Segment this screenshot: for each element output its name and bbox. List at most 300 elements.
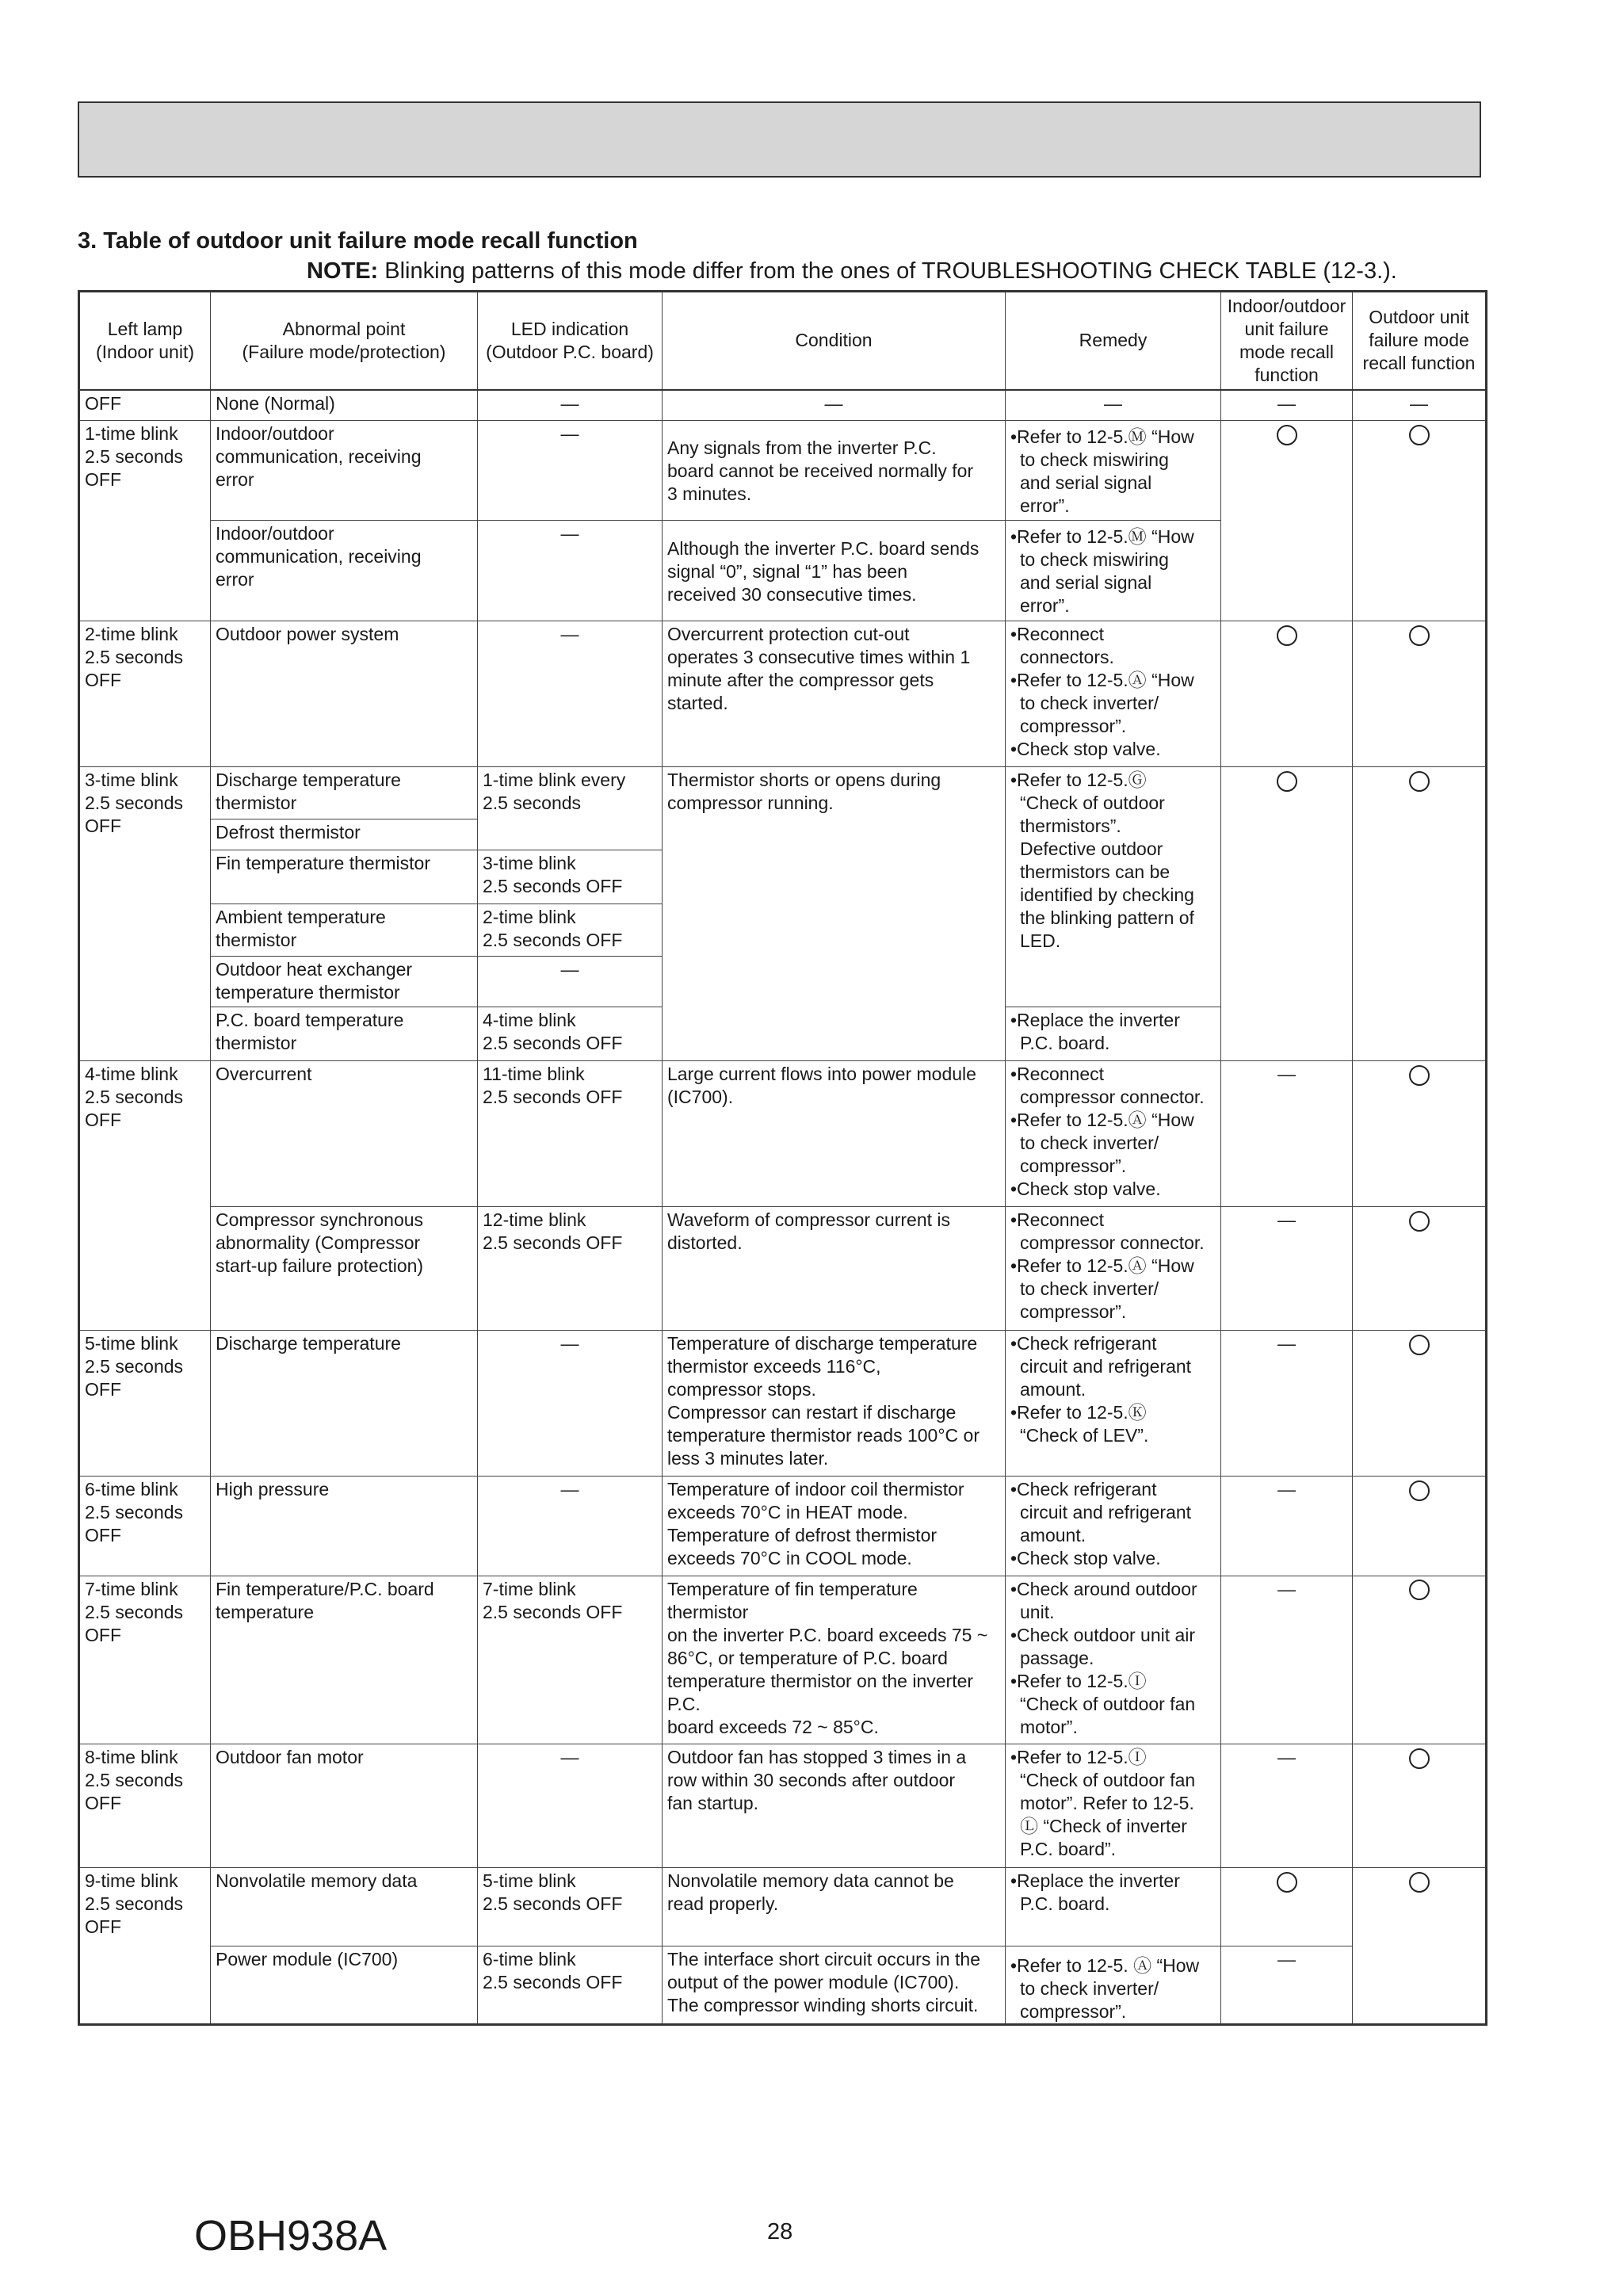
- abnormal-point-cell: Outdoor fan motor: [211, 1744, 478, 1868]
- condition-cell: —: [663, 390, 1006, 421]
- led-cell: —: [478, 521, 663, 621]
- text-line: Large current flows into power module: [667, 1063, 976, 1084]
- circle-icon: [1277, 625, 1297, 646]
- outdoor-recall-cell: [1353, 1744, 1487, 1868]
- text-line: Although the inverter P.C. board sends: [667, 537, 980, 559]
- outdoor-recall-cell: [1353, 1330, 1487, 1476]
- header-abnormal-point: [211, 292, 478, 390]
- text-line: circuit and refrigerant: [1020, 1502, 1192, 1523]
- table-row: [79, 421, 1487, 521]
- led-cell: —: [478, 1744, 663, 1868]
- text-line: operates 3 consecutive times within 1: [667, 646, 971, 667]
- text-line: output of the power module (IC700).: [667, 1971, 960, 1992]
- text-line: “Check of LEV”.: [1020, 1424, 1149, 1446]
- text-line: •Check outdoor unit air: [1010, 1624, 1196, 1645]
- circle-icon: [1409, 771, 1430, 792]
- led-cell: [478, 767, 663, 850]
- text-line: Thermistor shorts or opens during: [667, 770, 941, 791]
- text-line: The interface short circuit occurs in the: [667, 1948, 980, 1969]
- text-line: exceeds 70°C in HEAT mode.: [667, 1502, 908, 1523]
- circle-icon: [1409, 625, 1430, 646]
- condition-cell: [663, 1207, 1006, 1330]
- text-line: unit.: [1020, 1601, 1055, 1622]
- text-line: compressor”.: [1020, 1155, 1127, 1176]
- text-line: 2.5 seconds OFF: [483, 1601, 623, 1622]
- text-line: 12-time blink: [483, 1209, 586, 1231]
- abnormal-point-cell: Discharge temperature: [211, 1330, 478, 1476]
- condition-cell: [663, 1576, 1006, 1744]
- text-line: 5-time blink: [85, 1332, 178, 1354]
- abnormal-point-cell: Nonvolatile memory data: [211, 1868, 478, 1946]
- outdoor-recall-cell: [1353, 1207, 1487, 1330]
- abnormal-point-cell: Defrost thermistor: [211, 819, 478, 850]
- text-line: Outdoor heat exchanger: [216, 958, 413, 980]
- remedy-cell: [1006, 767, 1221, 1007]
- abnormal-point-cell: High pressure: [211, 1477, 478, 1576]
- text-line: compressor connector.: [1020, 1086, 1205, 1107]
- header-led-indication: [478, 292, 663, 390]
- text-line: less 3 minutes later.: [667, 1447, 829, 1469]
- text-line: OFF: [85, 469, 121, 491]
- indoor-outdoor-recall-cell: —: [1221, 1744, 1353, 1868]
- remedy-cell: [1006, 521, 1221, 621]
- text-line: 4-time blink: [85, 1063, 178, 1084]
- failure-mode-table: [78, 290, 1487, 2026]
- text-line: •Refer to 12-5.Ⓜ “How: [1010, 426, 1194, 447]
- text-line: 6-time blink: [483, 1948, 576, 1969]
- text-line: Overcurrent protection cut-out: [667, 623, 910, 644]
- left-lamp-cell: [79, 767, 211, 1061]
- text-line: to check miswiring: [1020, 449, 1169, 470]
- condition-cell: [663, 1060, 1006, 1206]
- indoor-outdoor-recall-cell: —: [1221, 390, 1353, 421]
- text-line: Discharge temperature: [216, 770, 401, 791]
- section-title: 3. Table of outdoor unit failure mode recall function: [78, 228, 638, 254]
- text-line: temperature thermistor: [216, 981, 400, 1003]
- text-line: •Check stop valve.: [1010, 1548, 1161, 1569]
- circle-icon: [1409, 1480, 1430, 1501]
- text-line: 1-time blink: [85, 423, 178, 445]
- text-line: •Refer to 12-5.Ⓚ: [1010, 1401, 1147, 1423]
- circle-icon: [1409, 1872, 1430, 1893]
- outdoor-recall-cell: [1353, 1868, 1487, 2025]
- text-line: •Refer to 12-5.Ⓘ: [1010, 1747, 1147, 1768]
- text-line: thermistor: [216, 793, 297, 814]
- text-line: OFF: [85, 1916, 121, 1938]
- text-line: •Refer to 12-5. Ⓐ “How: [1010, 1955, 1200, 1976]
- header-bar: [78, 101, 1481, 178]
- text-line: recall function: [1362, 353, 1476, 374]
- text-line: (Indoor unit): [95, 341, 194, 362]
- text-line: •Refer to 12-5.Ⓐ “How: [1010, 669, 1194, 690]
- text-line: LED.: [1020, 930, 1061, 952]
- led-cell: —: [478, 1330, 663, 1476]
- circle-icon: [1409, 1580, 1430, 1600]
- text-line: 2.5 seconds: [85, 446, 184, 468]
- text-line: to check inverter/: [1020, 1978, 1159, 1999]
- indoor-outdoor-recall-cell: [1221, 767, 1353, 1061]
- led-cell: [478, 1576, 663, 1744]
- text-line: exceeds 70°C in COOL mode.: [667, 1548, 912, 1569]
- text-line: Defective outdoor: [1020, 839, 1163, 860]
- text-line: circuit and refrigerant: [1020, 1355, 1192, 1377]
- text-line: 11-time blink: [483, 1063, 585, 1084]
- led-cell: [478, 850, 663, 904]
- text-line: Temperature of fin temperature thermistor: [667, 1578, 918, 1622]
- left-lamp-cell: [79, 1744, 211, 1868]
- text-line: The compressor winding shorts circuit.: [667, 1994, 979, 2015]
- remedy-cell: [1006, 1477, 1221, 1576]
- text-line: Compressor synchronous: [216, 1209, 424, 1231]
- text-line: 2.5 seconds: [85, 793, 184, 814]
- abnormal-point-cell: [211, 521, 478, 621]
- text-line: signal “0”, signal “1” has been: [667, 560, 907, 582]
- text-line: compressor”.: [1020, 1301, 1127, 1323]
- text-line: thermistor: [216, 1032, 297, 1053]
- text-line: thermistor exceeds 116°C,: [667, 1355, 881, 1377]
- abnormal-point-cell: [211, 956, 478, 1007]
- remedy-cell: [1006, 1946, 1221, 2024]
- outdoor-recall-cell: [1353, 621, 1487, 766]
- text-line: 7-time blink: [483, 1578, 576, 1599]
- abnormal-point-cell: Fin temperature thermistor: [211, 850, 478, 904]
- text-line: fan startup.: [667, 1793, 759, 1814]
- outdoor-recall-cell: [1353, 767, 1487, 1061]
- left-lamp-cell: [79, 1060, 211, 1330]
- abnormal-point-cell: [211, 904, 478, 956]
- table-row: [79, 1576, 1487, 1744]
- header-left-lamp: [79, 292, 211, 390]
- text-line: •Check refrigerant: [1010, 1332, 1157, 1354]
- left-lamp-cell: [79, 1868, 211, 2025]
- text-line: “Check of outdoor: [1020, 793, 1165, 814]
- indoor-outdoor-recall-cell: —: [1221, 1576, 1353, 1744]
- table-row: [79, 1330, 1487, 1476]
- text-line: •Replace the inverter: [1010, 1009, 1180, 1030]
- text-line: •Refer to 12-5.Ⓜ “How: [1010, 526, 1194, 548]
- condition-cell: [663, 521, 1006, 621]
- text-line: “Check of outdoor fan: [1020, 1693, 1196, 1714]
- circle-icon: [1409, 425, 1430, 445]
- text-line: OFF: [85, 669, 121, 690]
- text-line: error: [216, 469, 254, 491]
- text-line: •Refer to 12-5.Ⓘ: [1010, 1670, 1147, 1691]
- abnormal-point-cell: Overcurrent: [211, 1060, 478, 1206]
- text-line: to check miswiring: [1020, 549, 1169, 571]
- led-cell: —: [478, 421, 663, 521]
- text-line: •Check stop valve.: [1010, 738, 1161, 759]
- text-line: Temperature of indoor coil thermistor: [667, 1479, 964, 1500]
- text-line: OFF: [85, 1525, 121, 1546]
- table-row: [79, 390, 1487, 421]
- outdoor-recall-cell: —: [1353, 390, 1487, 421]
- condition-cell: [663, 1946, 1006, 2024]
- indoor-outdoor-recall-cell: —: [1221, 1060, 1353, 1206]
- text-line: started.: [667, 692, 728, 713]
- text-line: Outdoor fan has stopped 3 times in a: [667, 1747, 967, 1768]
- led-cell: —: [478, 621, 663, 766]
- text-line: P.C. board.: [1020, 1893, 1110, 1915]
- table-row: [79, 621, 1487, 766]
- text-line: failure mode: [1369, 330, 1469, 351]
- text-line: OFF: [85, 1109, 121, 1130]
- text-line: OFF: [85, 1793, 121, 1814]
- text-line: Ambient temperature: [216, 906, 386, 927]
- text-line: 1-time blink every: [483, 770, 626, 791]
- circle-icon: [1277, 771, 1297, 792]
- led-cell: [478, 904, 663, 956]
- indoor-outdoor-recall-cell: —: [1221, 1477, 1353, 1576]
- abnormal-point-cell: None (Normal): [211, 390, 478, 421]
- text-line: identified by checking: [1020, 884, 1194, 906]
- remedy-cell: [1006, 421, 1221, 521]
- text-line: 4-time blink: [483, 1009, 576, 1030]
- abnormal-point-cell: [211, 1207, 478, 1330]
- text-line: to check inverter/: [1020, 1278, 1159, 1300]
- text-line: connectors.: [1020, 646, 1114, 667]
- text-line: distorted.: [667, 1232, 743, 1254]
- table-row: [79, 1060, 1487, 1206]
- abnormal-point-cell: [211, 1007, 478, 1060]
- text-line: board exceeds 72 ~ 85°C.: [667, 1716, 879, 1737]
- text-line: 9-time blink: [85, 1870, 178, 1892]
- indoor-outdoor-recall-cell: —: [1221, 1330, 1353, 1476]
- led-cell: [478, 1007, 663, 1060]
- remedy-cell: [1006, 1207, 1221, 1330]
- text-line: •Reconnect: [1010, 623, 1105, 644]
- text-line: 7-time blink: [85, 1578, 178, 1599]
- text-line: 3-time blink: [483, 853, 576, 874]
- text-line: 2.5 seconds: [483, 793, 582, 814]
- header-remedy: Remedy: [1006, 292, 1221, 390]
- text-line: 5-time blink: [483, 1870, 576, 1892]
- text-line: P.C. board.: [1020, 1032, 1110, 1053]
- header-row: [79, 292, 1487, 390]
- text-line: motor”.: [1020, 1716, 1078, 1737]
- text-line: compressor”.: [1020, 715, 1127, 736]
- text-line: Waveform of compressor current is: [667, 1209, 951, 1231]
- text-line: passage.: [1020, 1647, 1094, 1668]
- led-cell: —: [478, 390, 663, 421]
- indoor-outdoor-recall-cell: —: [1221, 1946, 1353, 2024]
- text-line: 2.5 seconds: [85, 1502, 184, 1523]
- abnormal-point-cell: Power module (IC700): [211, 1946, 478, 2024]
- text-line: compressor running.: [667, 793, 834, 814]
- text-line: P.C. board temperature: [216, 1009, 404, 1030]
- table-row: [79, 1207, 1487, 1330]
- text-line: row within 30 seconds after outdoor: [667, 1770, 956, 1791]
- text-line: the blinking pattern of: [1020, 907, 1194, 929]
- text-line: mode recall: [1239, 341, 1334, 362]
- led-cell: [478, 1946, 663, 2024]
- text-line: 2.5 seconds OFF: [483, 876, 623, 897]
- text-line: “Check of outdoor fan: [1020, 1770, 1196, 1791]
- text-line: on the inverter P.C. board exceeds 75 ~: [667, 1624, 988, 1645]
- text-line: thermistors can be: [1020, 861, 1170, 883]
- text-line: abnormality (Compressor: [216, 1232, 421, 1254]
- text-line: Indoor/outdoor: [216, 423, 334, 445]
- remedy-cell: [1006, 621, 1221, 766]
- remedy-cell: [1006, 1868, 1221, 1946]
- text-line: amount.: [1020, 1378, 1086, 1400]
- text-line: •Reconnect: [1010, 1209, 1105, 1231]
- text-line: 2.5 seconds OFF: [483, 1032, 623, 1053]
- left-lamp-cell: [79, 1477, 211, 1576]
- text-line: 2-time blink: [85, 623, 178, 644]
- text-line: compressor”.: [1020, 2001, 1127, 2022]
- text-line: Left lamp: [107, 318, 183, 339]
- text-line: 2.5 seconds: [85, 1086, 184, 1107]
- text-line: Compressor can restart if discharge: [667, 1401, 957, 1423]
- text-line: Temperature of discharge temperature: [667, 1332, 978, 1354]
- text-line: communication, receiving: [216, 446, 422, 468]
- text-line: Nonvolatile memory data cannot be: [667, 1870, 954, 1892]
- circle-icon: [1277, 1872, 1297, 1893]
- text-line: 2.5 seconds: [85, 1770, 184, 1791]
- text-line: 3 minutes.: [667, 483, 752, 505]
- text-line: •Check around outdoor: [1010, 1578, 1197, 1599]
- abnormal-point-cell: [211, 767, 478, 819]
- condition-cell: [663, 621, 1006, 766]
- text-line: Indoor/outdoor: [216, 523, 334, 544]
- condition-cell: [663, 1477, 1006, 1576]
- text-line: temperature: [216, 1601, 315, 1622]
- text-line: 2.5 seconds: [85, 1355, 184, 1377]
- text-line: motor”. Refer to 12-5.: [1020, 1793, 1194, 1814]
- remedy-cell: [1006, 1060, 1221, 1206]
- text-line: Fin temperature/P.C. board: [216, 1578, 434, 1599]
- header-indoor-outdoor-recall: [1221, 292, 1353, 390]
- text-line: unit failure: [1244, 318, 1329, 339]
- circle-icon: [1277, 425, 1297, 445]
- condition-cell: [663, 767, 1006, 1061]
- indoor-outdoor-recall-cell: [1221, 621, 1353, 766]
- text-line: (IC700).: [667, 1086, 734, 1107]
- text-line: to check inverter/: [1020, 1132, 1159, 1153]
- text-line: OFF: [85, 816, 121, 837]
- text-line: 6-time blink: [85, 1479, 178, 1500]
- text-line: error”.: [1020, 595, 1070, 617]
- abnormal-point-cell: [211, 1576, 478, 1744]
- text-line: minute after the compressor gets: [667, 669, 934, 690]
- text-line: compressor connector.: [1020, 1232, 1205, 1254]
- abnormal-point-cell: Outdoor power system: [211, 621, 478, 766]
- led-cell: [478, 1060, 663, 1206]
- left-lamp-cell: [79, 421, 211, 621]
- left-lamp-cell: [79, 1576, 211, 1744]
- circle-icon: [1409, 1065, 1430, 1086]
- text-line: Abnormal point: [282, 318, 406, 339]
- table-row: [79, 1868, 1487, 1946]
- text-line: function: [1254, 364, 1319, 385]
- header-condition: Condition: [663, 292, 1006, 390]
- text-line: 86°C, or temperature of P.C. board: [667, 1647, 948, 1668]
- left-lamp-cell: [79, 621, 211, 766]
- text-line: thermistor: [216, 929, 297, 950]
- text-line: (Failure mode/protection): [242, 341, 446, 362]
- text-line: to check inverter/: [1020, 692, 1159, 713]
- text-line: 2.5 seconds: [85, 1893, 184, 1915]
- remedy-cell: [1006, 1744, 1221, 1868]
- text-line: 2.5 seconds: [85, 646, 184, 667]
- left-lamp-cell: [79, 1330, 211, 1476]
- text-line: communication, receiving: [216, 546, 422, 567]
- note-label: NOTE:: [307, 258, 379, 284]
- header-outdoor-recall: [1353, 292, 1487, 390]
- left-lamp-cell: OFF: [79, 390, 211, 421]
- text-line: •Check stop valve.: [1010, 1178, 1161, 1199]
- page-number: 28: [767, 2219, 793, 2244]
- text-line: Any signals from the inverter P.C.: [667, 437, 937, 459]
- text-line: read properly.: [667, 1893, 779, 1915]
- text-line: Temperature of defrost thermistor: [667, 1525, 938, 1546]
- document-id: OBH938A: [194, 2212, 388, 2260]
- condition-cell: [663, 1330, 1006, 1476]
- text-line: 2.5 seconds OFF: [483, 929, 623, 950]
- text-line: and serial signal: [1020, 472, 1152, 493]
- text-line: OFF: [85, 1624, 121, 1645]
- text-line: board cannot be received normally for: [667, 460, 974, 482]
- text-line: •Replace the inverter: [1010, 1870, 1180, 1892]
- text-line: received 30 consecutive times.: [667, 583, 917, 605]
- led-cell: —: [478, 1477, 663, 1576]
- text-line: temperature thermistor reads 100°C or: [667, 1424, 980, 1446]
- text-line: 8-time blink: [85, 1747, 178, 1768]
- text-line: P.C. board”.: [1020, 1839, 1117, 1860]
- note-text: Blinking patterns of this mode differ from the ones of TROUBLESHOOTING CHECK TABLE (12-3.).: [378, 258, 1397, 284]
- text-line: compressor stops.: [667, 1378, 816, 1400]
- text-line: and serial signal: [1020, 572, 1152, 594]
- indoor-outdoor-recall-cell: [1221, 421, 1353, 621]
- circle-icon: [1409, 1211, 1430, 1232]
- text-line: •Reconnect: [1010, 1063, 1105, 1084]
- condition-cell: [663, 1868, 1006, 1946]
- table-row: [79, 1946, 1487, 2024]
- abnormal-point-cell: [211, 421, 478, 521]
- table-row: [79, 1477, 1487, 1576]
- text-line: amount.: [1020, 1525, 1086, 1546]
- text-line: 3-time blink: [85, 770, 178, 791]
- led-cell: [478, 1207, 663, 1330]
- text-line: Ⓛ “Check of inverter: [1020, 1816, 1187, 1837]
- text-line: 2.5 seconds: [85, 1601, 184, 1622]
- text-line: •Refer to 12-5.Ⓐ “How: [1010, 1109, 1194, 1130]
- condition-cell: [663, 1744, 1006, 1868]
- indoor-outdoor-recall-cell: [1221, 1868, 1353, 1946]
- indoor-outdoor-recall-cell: —: [1221, 1207, 1353, 1330]
- text-line: 2.5 seconds OFF: [483, 1232, 623, 1254]
- outdoor-recall-cell: [1353, 1576, 1487, 1744]
- led-cell: —: [478, 956, 663, 1007]
- circle-icon: [1409, 1748, 1430, 1769]
- remedy-cell: [1006, 1576, 1221, 1744]
- text-line: •Refer to 12-5.Ⓖ: [1010, 770, 1147, 791]
- remedy-cell: [1006, 1007, 1221, 1060]
- note: [307, 258, 1397, 285]
- text-line: Indoor/outdoor: [1227, 295, 1346, 316]
- text-line: 2.5 seconds OFF: [483, 1086, 623, 1107]
- text-line: thermistors”.: [1020, 816, 1121, 837]
- remedy-cell: [1006, 1330, 1221, 1476]
- text-line: 2.5 seconds OFF: [483, 1971, 623, 1992]
- table-row: [79, 767, 1487, 819]
- text-line: (Outdoor P.C. board): [486, 341, 654, 362]
- text-line: Outdoor unit: [1369, 307, 1469, 328]
- circle-icon: [1409, 1335, 1430, 1355]
- outdoor-recall-cell: [1353, 1060, 1487, 1206]
- table-row: [79, 1744, 1487, 1868]
- outdoor-recall-cell: [1353, 421, 1487, 621]
